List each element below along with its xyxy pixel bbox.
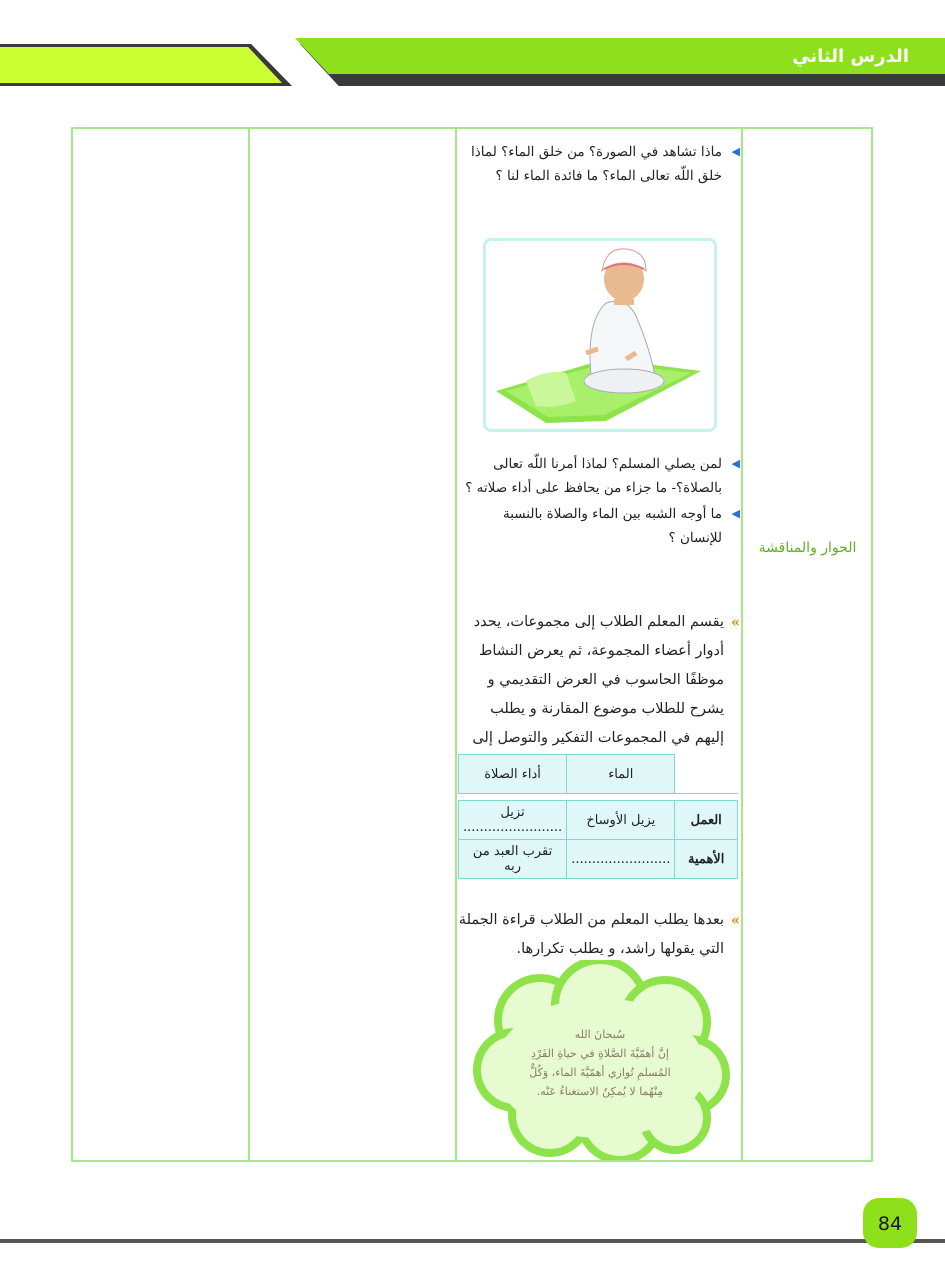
chevron-bullet-icon: » [730, 912, 740, 929]
column-header-prayer: أداء الصلاة [459, 755, 567, 794]
activity-block-2 [458, 906, 740, 964]
content-column-2 [458, 452, 740, 550]
column-header-water: الماء [567, 755, 675, 794]
column-divider [248, 127, 250, 1162]
chevron-bullet-icon: » [730, 614, 740, 631]
header-left-tab [0, 47, 282, 83]
activity-text: يقسم المعلم الطلاب إلى مجموعات، يحدد أدوار أعضاء المجموعة، ثم يعرض النشاط موظفًا الحاسوب في العرض التقديمي و يشرح للطلاب موضوع المقارنة و يطلب إليهم في المجموعات التفكير والتوصل إلى [472, 614, 724, 746]
question-text: ماذا تشاهد في الصورة؟ من خلق الماء؟ لماذا خلق اللّه تعالى الماء؟ ما فائدة الماء لنا ؟ [471, 144, 722, 184]
question-text: لمن يصلي المسلم؟ لماذا أمرنا اللّه تعالى بالصلاة؟- ما جزاء من يحافظ على أداء صلاته ؟ [465, 456, 722, 496]
praying-boy-image [486, 241, 714, 429]
empty-corner-cell [675, 755, 738, 794]
cloud-line: سُبحانَ الله [574, 1028, 626, 1041]
page-number: 84 [863, 1198, 917, 1248]
activity-paragraph [458, 906, 740, 964]
lesson-title: الدرس الثاني [792, 46, 909, 67]
cell-water-work: يزيل الأوساخ [567, 801, 675, 840]
cloud-line: مِنْهُما لا يُمكِنُ الاستغناءُ عَنْه. [536, 1085, 664, 1098]
cell-water-importance: ........................ [567, 840, 675, 879]
triangle-bullet-icon: ◀ [731, 457, 740, 470]
triangle-bullet-icon: ◀ [731, 145, 740, 158]
row-header-importance: الأهمية [675, 840, 738, 879]
cell-prayer-work: تزيل ........................ [459, 801, 567, 840]
comparison-table [458, 754, 738, 879]
row-header-work: العمل [675, 801, 738, 840]
question-item [458, 452, 740, 500]
cell-prayer-importance: تقرب العبد من ربه [459, 840, 567, 879]
triangle-bullet-icon: ◀ [731, 507, 740, 520]
stage-label: الحوار والمناقشة [758, 540, 857, 556]
question-item [458, 140, 740, 188]
praying-boy-illustration [483, 238, 717, 432]
content-column [458, 140, 740, 188]
cloud-line: إنَّ أهمّيَّةَ الصَّلاةِ في حياةِ الفَرْدِ [531, 1047, 669, 1060]
cloud-quote [510, 1025, 690, 1101]
footer-rule [0, 1239, 945, 1243]
cloud-line: المُسلمِ تُوازي أهمّيَّةَ الماء، وَكُلٌّ [529, 1066, 671, 1079]
activity-text: بعدها يطلب المعلم من الطلاب قراءة الجملة التي يقولها راشد، و يطلب تكرارها. [458, 912, 724, 957]
column-divider [455, 127, 457, 1162]
question-item [458, 502, 740, 550]
column-divider [741, 127, 743, 1162]
question-text: ما أوجه الشبه بين الماء والصلاة بالنسبة للإنسان ؟ [502, 506, 722, 546]
